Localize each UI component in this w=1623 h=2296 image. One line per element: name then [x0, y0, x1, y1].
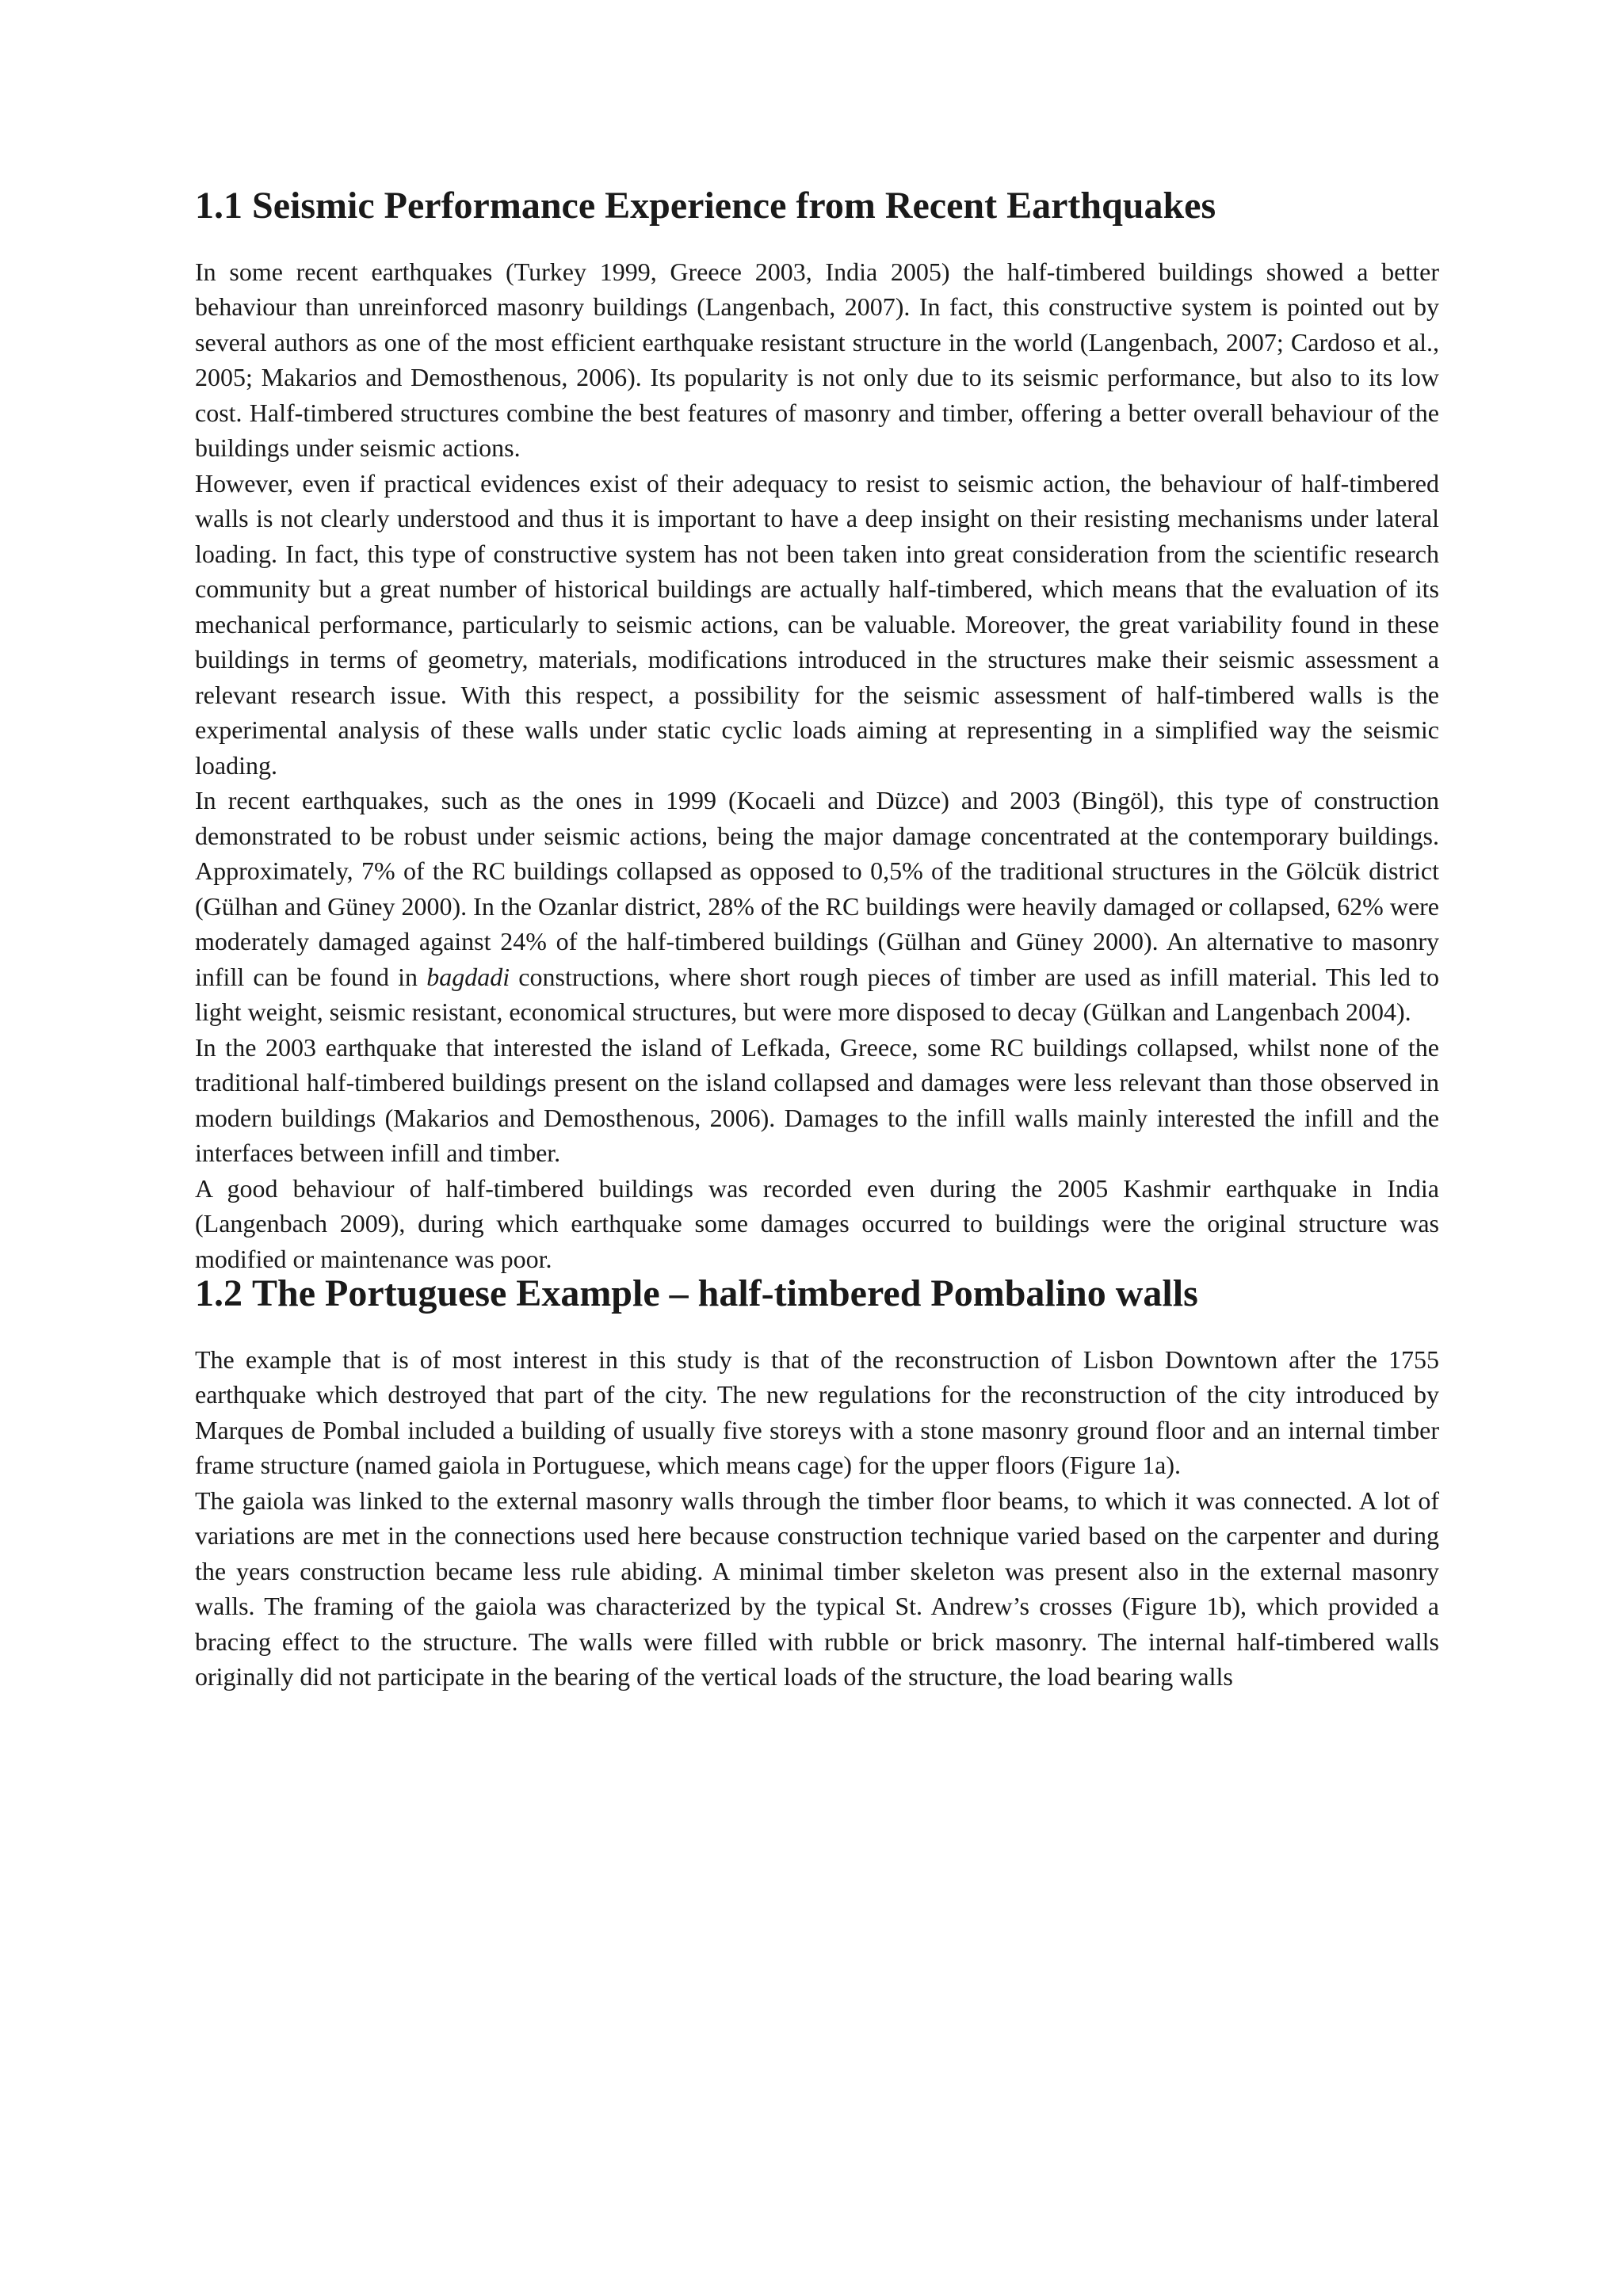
section-number: 1.1 [195, 185, 242, 227]
section-number: 1.2 [195, 1272, 242, 1314]
paragraph-3-text-b: constructions, where short rough pieces of timber are used as infill material. This led to light weight, seismic resistant, economical structures, but were more disposed to decay (Gülkan and Langenbach 2004). [195, 962, 1440, 1026]
paragraph-3 [195, 783, 1439, 1030]
paragraph-7: The gaiola was linked to the external masonry walls through the timber floor beams, to which it was connected. A lot of variations are met in the connections used here because construction technique varied based on the carpenter and during the years construction became less rule abiding. A minimal timber skeleton was present also in the external masonry walls. The framing of the gaiola was characterized by the typical St. Andrew’s crosses (Figure 1b), which provided a bracing effect to the structure. The walls were filled with rubble or brick masonry. The internal half-timbered walls originally did not participate in the bearing of the vertical loads of the structure, the load bearing walls [195, 1486, 1439, 1691]
paragraph-1: In some recent earthquakes (Turkey 1999, Greece 2003, India 2005) the half-timbered buildings showed a better behaviour than unreinforced masonry buildings (Langenbach, 2007). In fact, this constructive system is pointed out by several authors as one of the most efficient earthquake resistant structure in the world (Langenbach, 2007; Cardoso et al., 2005; Makarios and Demosthenous, 2006). Its popularity is not only due to its seismic performance, but also to its low cost. Half-timbered structures combine the best features of masonry and timber, offering a better overall behaviour of the buildings under seismic actions. [195, 257, 1439, 462]
section-title: The Portuguese Example – half-timbered Pombalino walls [252, 1272, 1198, 1314]
paragraph-4: In the 2003 earthquake that interested the island of Lefkada, Greece, some RC buildings collapsed, whilst none of the traditional half-timbered buildings present on the island collapsed and damages were less relevant than those observed in modern buildings (Makarios and Demosthenous, 2006). Damages to the infill walls mainly interested the infill and the interfaces between infill and timber. [195, 1032, 1439, 1167]
paragraph-6: The example that is of most interest in this study is that of the reconstruction of Lisbon Downtown after the 1755 earthquake which destroyed that part of the city. The new regulations for the reconstruction of the city introduced by Marques de Pombal included a building of usually five storeys with a stone masonry ground floor and an internal timber frame structure (named gaiola in Portuguese, which means cage) for the upper floors (Figure 1a). [195, 1344, 1439, 1479]
paragraph-5: A good behaviour of half-timbered buildings was recorded even during the 2005 Kashmir earthquake in India (Langenbach 2009), during which earthquake some damages occurred to buildings were the original structure was modified or maintenance was poor. [195, 1173, 1439, 1273]
section-heading-1-1 [195, 185, 1439, 227]
section-title: Seismic Performance Experience from Recent Earthquakes [252, 185, 1216, 227]
section-heading-1-2 [195, 1272, 1439, 1314]
paragraph-3-italic-term: bagdadi [426, 962, 510, 991]
paragraph-2: However, even if practical evidences exist of their adequacy to resist to seismic action, the behaviour of half-timbered walls is not clearly understood and thus it is important to have a deep insight on their resisting mechanisms under lateral loading. In fact, this type of constructive system has not been taken into great consideration from the scientific research community but a great number of historical buildings are actually half-timbered, which means that the evaluation of its mechanical performance, particularly to seismic actions, can be valuable. Moreover, the great variability found in these buildings in terms of geometry, materials, modifications introduced in the structures make their seismic assessment a relevant research issue. With this respect, a possibility for the seismic assessment of half-timbered walls is the experimental analysis of these walls under static cyclic loads aiming at representing in a simplified way the seismic loading. [195, 468, 1439, 780]
paragraph-3-text-a: In recent earthquakes, such as the ones in 1999 (Kocaeli and Düzce) and 2003 (Bingöl), this type of construction demonstrated to be robust under seismic actions, being the major damage concentrated at the contemporary buildings. Approximately, 7% of the RC buildings collapsed as opposed to 0,5% of the traditional structures in the Gölcük district (Gülhan and Güney 2000). In the Ozanlar district, 28% of the RC buildings were heavily damaged or collapsed, 62% were moderately damaged against 24% of the half-timbered buildings (Gülhan and Güney 2000). An alternative to masonry infill can be found in [195, 786, 1439, 991]
document-page [195, 185, 1440, 1695]
